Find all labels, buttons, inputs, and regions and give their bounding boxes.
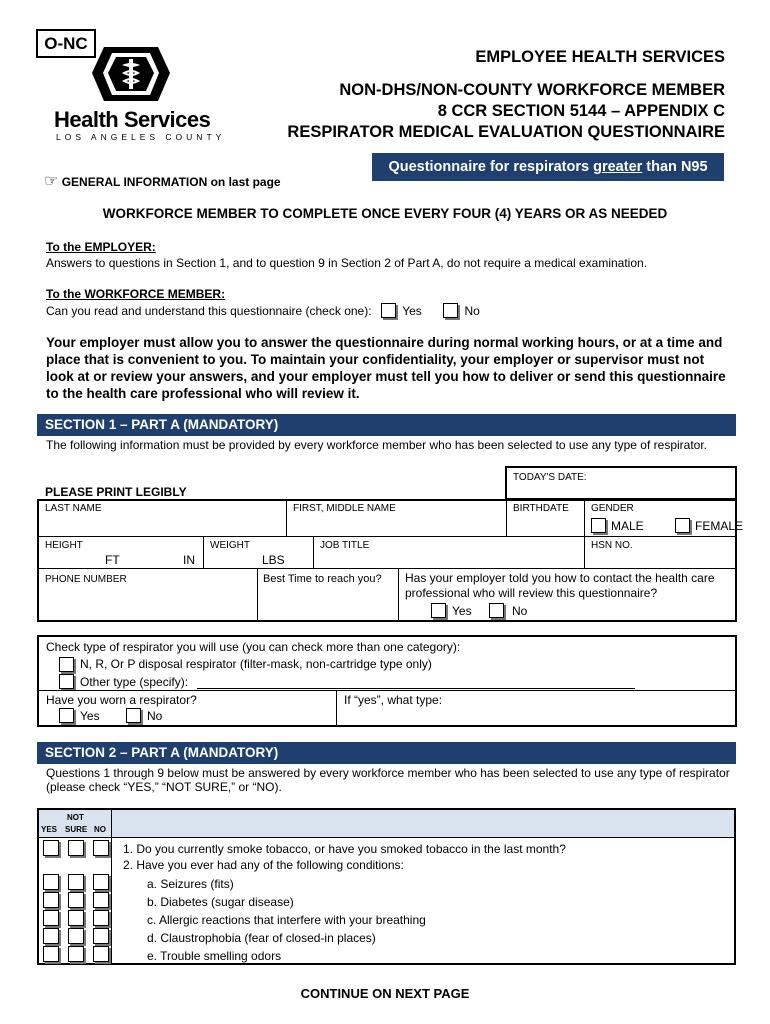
q2c-not-sure-checkbox[interactable] [68, 910, 84, 926]
general-info-text: GENERAL INFORMATION on last page [61, 175, 281, 189]
birthdate-label: BIRTHDATE [513, 503, 569, 514]
divider [336, 690, 337, 725]
personal-info-grid [37, 466, 744, 622]
contact-yes-label: Yes [452, 604, 472, 618]
gender-field [585, 499, 744, 537]
section-2-header: SECTION 2 – PART A (MANDATORY) [37, 742, 736, 764]
q1-yes-checkbox[interactable] [43, 840, 59, 856]
worn-respirator-question: Have you worn a respirator? [46, 693, 197, 707]
contact-yes-checkbox[interactable] [431, 603, 446, 618]
q2d-not-sure-checkbox[interactable] [68, 928, 84, 944]
q2b-yes-checkbox[interactable] [43, 892, 59, 908]
contact-no-label: No [512, 604, 528, 618]
contact-no-checkbox[interactable] [489, 603, 504, 618]
if-yes-type-label: If “yes”, what type: [344, 693, 443, 707]
question-1: 1. Do you currently smoke tobacco, or have you smoked tobacco in the last month? [123, 842, 566, 856]
question-2: 2. Have you ever had any of the following conditions: [123, 858, 404, 872]
badge-pre: Questionnaire for respirators [388, 159, 594, 175]
form-code: O-NC [36, 29, 96, 58]
respirator-type-question: Check type of respirator you will use (you can check more than one category): [46, 640, 461, 654]
header-line-3: 8 CCR SECTION 5144 – APPENDIX C [437, 102, 725, 120]
todays-date-label: TODAY'S DATE: [513, 472, 587, 483]
header-line-1: EMPLOYEE HEALTH SERVICES [475, 48, 725, 66]
pointing-hand-icon: ☞ [44, 173, 59, 190]
female-label: FEMALE [695, 519, 744, 533]
col-no-label: NO [94, 825, 106, 834]
q2d-yes-checkbox[interactable] [43, 928, 59, 944]
worn-yes-label: Yes [80, 709, 100, 723]
other-type-checkbox[interactable] [59, 674, 74, 689]
weight-label: WEIGHT [210, 540, 250, 551]
disposal-respirator-checkbox[interactable] [59, 657, 74, 672]
hsn-label: HSN NO. [591, 540, 633, 551]
height-ft-label: FT [105, 553, 120, 567]
q2b-not-sure-checkbox[interactable] [68, 892, 84, 908]
read-yes-label: Yes [402, 304, 422, 318]
respirator-type-box [37, 635, 737, 727]
phone-number-field[interactable] [37, 569, 258, 621]
job-title-field[interactable] [314, 537, 585, 569]
first-name-label: FIRST, MIDDLE NAME [293, 503, 396, 514]
general-info [44, 171, 281, 191]
col-sure-label: SURE [65, 825, 88, 834]
read-yes-checkbox[interactable] [381, 303, 396, 318]
todays-date-field[interactable] [505, 466, 737, 500]
workforce-banner: WORKFORCE MEMBER TO COMPLETE ONCE EVERY FOUR (4) YEARS OR AS NEEDED [102, 206, 668, 221]
question-2e: e. Trouble smelling odors [147, 949, 282, 963]
divider [111, 810, 112, 963]
badge-post: than N95 [642, 159, 708, 175]
height-field[interactable] [37, 537, 204, 569]
q2a-no-checkbox[interactable] [93, 874, 109, 890]
question-2d: d. Claustrophobia (fear of closed-in places) [147, 931, 376, 945]
print-legibly: PLEASE PRINT LEGIBLY [45, 485, 187, 499]
continue-next-page: CONTINUE ON NEXT PAGE [300, 986, 470, 1001]
q2c-no-checkbox[interactable] [93, 910, 109, 926]
q2e-no-checkbox[interactable] [93, 946, 109, 962]
hsn-field[interactable] [585, 537, 735, 569]
section-2-question-grid [37, 808, 736, 965]
q2a-not-sure-checkbox[interactable] [68, 874, 84, 890]
disposal-respirator-label: N, R, Or P disposal respirator (filter-mask, non-cartridge type only) [80, 657, 432, 671]
badge-emph: greater [593, 159, 643, 175]
height-in-label: IN [183, 553, 195, 567]
q1-no-checkbox[interactable] [93, 840, 109, 856]
worn-no-checkbox[interactable] [126, 708, 141, 723]
height-label: HEIGHT [45, 540, 83, 551]
q1-not-sure-checkbox[interactable] [68, 840, 84, 856]
birthdate-field[interactable] [507, 499, 585, 537]
q2c-yes-checkbox[interactable] [43, 910, 59, 926]
worn-yes-checkbox[interactable] [59, 708, 74, 723]
answer-column-header [39, 810, 734, 838]
respirator-type-badge [372, 153, 724, 181]
header-line-4: RESPIRATOR MEDICAL EVALUATION QUESTIONNAIRE [287, 123, 725, 141]
weight-lbs-label: LBS [262, 553, 285, 567]
best-time-field[interactable] [258, 569, 399, 621]
other-type-label: Other type (specify): [80, 675, 189, 689]
female-checkbox[interactable] [675, 518, 690, 533]
employer-text: Answers to questions in Section 1, and to question 9 in Section 2 of Part A, do not require a medical examination. [46, 256, 648, 270]
weight-field[interactable] [204, 537, 314, 569]
section-1-header: SECTION 1 – PART A (MANDATORY) [37, 414, 736, 436]
last-name-field[interactable] [37, 499, 287, 537]
first-middle-name-field[interactable] [287, 499, 507, 537]
question-2b: b. Diabetes (sugar disease) [147, 895, 294, 909]
phone-label: PHONE NUMBER [45, 574, 127, 585]
logo-subtitle: LOS ANGELES COUNTY [56, 132, 226, 142]
q2e-not-sure-checkbox[interactable] [68, 946, 84, 962]
last-name-label: LAST NAME [45, 503, 102, 514]
contact-question: Has your employer told you how to contact the health care professional who will review this questionnaire? [405, 571, 715, 600]
employer-heading: To the EMPLOYER: [46, 240, 156, 254]
q2e-yes-checkbox[interactable] [43, 946, 59, 962]
divider [39, 690, 735, 691]
member-question: Can you read and understand this questionnaire (check one): [46, 304, 372, 318]
header-line-2: NON-DHS/NON-COUNTY WORKFORCE MEMBER [339, 81, 725, 99]
q2a-yes-checkbox[interactable] [43, 874, 59, 890]
read-no-label: No [464, 304, 480, 318]
member-question-row [46, 303, 480, 318]
male-label: MALE [611, 519, 644, 533]
question-2c: c. Allergic reactions that interfere with your breathing [147, 913, 426, 927]
job-title-label: JOB TITLE [320, 540, 370, 551]
section-2-intro: Questions 1 through 9 below must be answered by every workforce member who has been selected to use any type of respirator (please check “YES,” “NOT SURE,” or “NO). [46, 766, 730, 794]
question-2a: a. Seizures (fits) [147, 877, 234, 891]
member-heading: To the WORKFORCE MEMBER: [46, 287, 226, 301]
read-no-checkbox[interactable] [443, 303, 458, 318]
male-checkbox[interactable] [591, 518, 606, 533]
col-yes-label: YES [41, 825, 58, 834]
logo-name: Health Services [54, 107, 211, 132]
worn-no-label: No [147, 709, 163, 723]
col-not-label: NOT [67, 813, 84, 822]
gender-label: GENDER [591, 503, 634, 514]
section-1-intro: The following information must be provided by every workforce member who has been selected to use any type of respirator. [46, 438, 708, 452]
confidentiality-notice: Your employer must allow you to answer the questionnaire during normal working hours, or at a time and place that is convenient to you. To maintain your confidentiality, your employer or supervisor must not look at or review your answers, and your employer must tell you how to deliver or send this questionnaire to the health care professional who will review it. [46, 335, 726, 401]
q2d-no-checkbox[interactable] [93, 928, 109, 944]
other-type-input-line[interactable] [197, 688, 635, 689]
best-time-label: Best Time to reach you? [263, 573, 382, 585]
q2b-no-checkbox[interactable] [93, 892, 109, 908]
